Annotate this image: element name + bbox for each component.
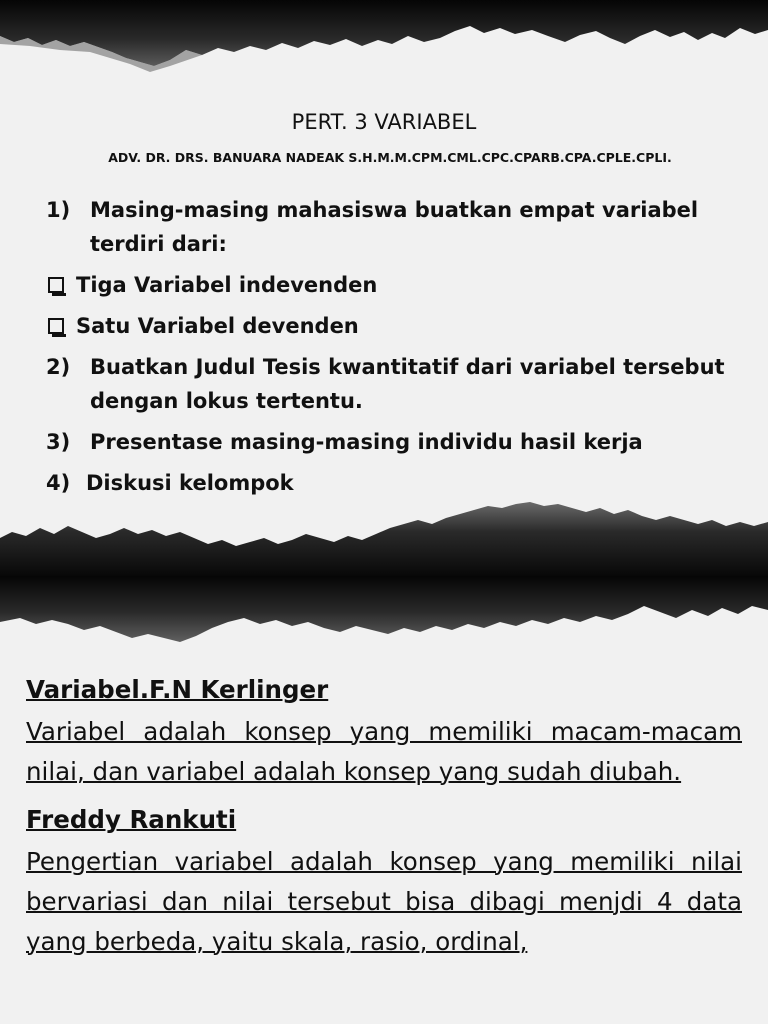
list-item-text: Masing-masing mahasiswa buatkan empat variabel terdiri dari: [90, 198, 699, 256]
list-item-text: Tiga Variabel indevenden [76, 273, 378, 297]
list-item [46, 350, 746, 418]
list-number: 1) [46, 198, 71, 222]
list-item [46, 309, 746, 343]
list-item [46, 425, 746, 459]
checkbox-bullet-icon [48, 277, 64, 293]
list-item [46, 268, 746, 302]
slide-2 [0, 576, 768, 1024]
definition-paragraph: Pengertian variabel adalah konsep yang memiliki nilai bervariasi dan nilai tersebut bisa dibagi menjdi 4 data yang berbeda, yaitu skala, rasio, ordinal, [26, 847, 742, 956]
list-item-text: Buatkan Judul Tesis kwantitatif dari variabel tersebut dengan lokus tertentu. [90, 355, 725, 413]
list-item-text: Satu Variabel devenden [76, 314, 359, 338]
torn-paper-bottom-decoration [0, 498, 768, 576]
checkbox-bullet-icon [48, 318, 64, 334]
torn-paper-top-decoration [0, 576, 768, 651]
definition-heading: Freddy Rankuti [26, 805, 237, 834]
list-item-text: Presentase masing-masing individu hasil kerja [90, 430, 643, 454]
list-item [46, 193, 746, 261]
list-item-text: Diskusi kelompok [86, 471, 294, 495]
list-number: 2) [46, 355, 71, 379]
list-number: 3) [46, 430, 71, 454]
list-item [46, 466, 746, 500]
instruction-list [46, 193, 746, 507]
slide-subtitle-author: ADV. DR. DRS. BANUARA NADEAK S.H.M.M.CPM.CML.CPC.CPARB.CPA.CPLE.CPLI. [108, 150, 672, 165]
torn-paper-top-decoration [0, 0, 768, 75]
definition-heading: Variabel.F.N Kerlinger [26, 675, 329, 704]
list-number: 4) [46, 471, 71, 495]
slide-title: PERT. 3 VARIABEL [291, 110, 477, 134]
definitions-section [26, 670, 742, 970]
definition-paragraph: Variabel adalah konsep yang memiliki macam-macam nilai, dan variabel adalah konsep yang sudah diubah. [26, 717, 742, 786]
